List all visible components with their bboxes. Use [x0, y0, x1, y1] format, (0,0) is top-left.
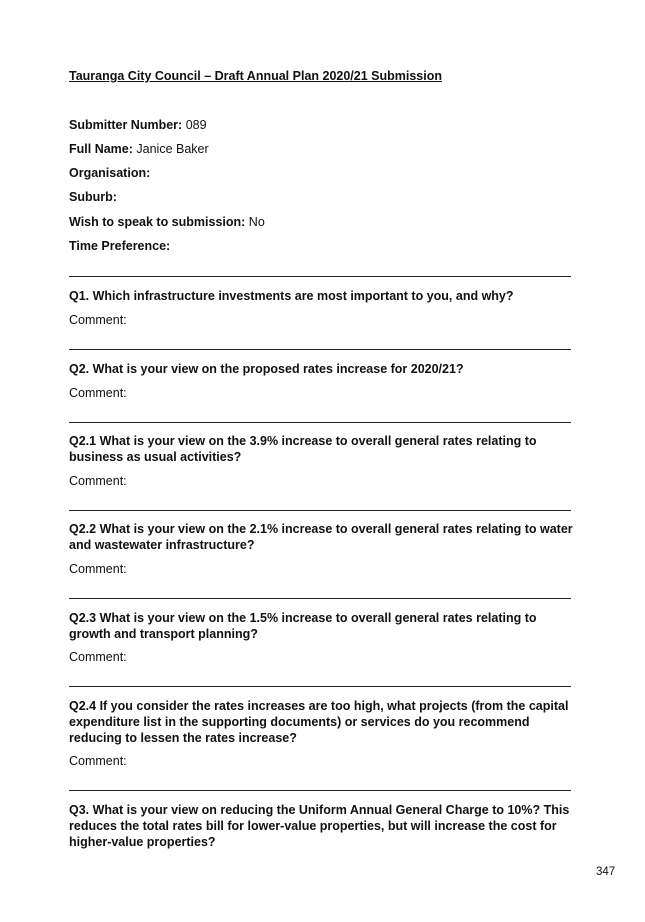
page-number: 347: [596, 866, 616, 878]
organisation-field: [69, 166, 150, 180]
comment-label: Comment:: [69, 562, 127, 576]
field-value: No: [248, 215, 265, 229]
field-value: 089: [185, 118, 207, 132]
time-preference-field: [69, 239, 170, 253]
field-label: Submitter Number:: [69, 118, 183, 132]
field-label: Suburb:: [69, 190, 117, 204]
suburb-field: [69, 190, 117, 204]
field-label: Full Name:: [69, 142, 133, 156]
divider: [69, 790, 571, 791]
field-value: Janice Baker: [136, 142, 209, 156]
comment-label: Comment:: [69, 754, 127, 768]
comment-label: Comment:: [69, 650, 127, 664]
wish-to-speak-field: [69, 215, 265, 229]
question-q2-1: Q2.1 What is your view on the 3.9% increase to overall general rates relating to business as usual activities?: [69, 434, 537, 464]
submitter-number-field: [69, 118, 207, 132]
question-q1: Q1. Which infrastructure investments are most important to you, and why?: [69, 289, 514, 303]
comment-label: Comment:: [69, 474, 127, 488]
field-label: Organisation:: [69, 166, 151, 180]
full-name-field: [69, 142, 209, 156]
question-q3: Q3. What is your view on reducing the Uniform Annual General Charge to 10%? This reduces the total rates bill for lower-value properties, but will increase the cost for higher-value properties?: [69, 803, 570, 849]
field-label: Wish to speak to submission:: [69, 215, 246, 229]
divider: [69, 510, 571, 511]
question-q2-4: Q2.4 If you consider the rates increases are too high, what projects (from the capital expenditure list in the supporting documents) or services do you recommend reducing to lessen the rates increase?: [69, 699, 569, 745]
divider: [69, 276, 571, 277]
question-q2-3: Q2.3 What is your view on the 1.5% increase to overall general rates relating to growth and transport planning?: [69, 611, 537, 641]
document-title: Tauranga City Council – Draft Annual Plan 2020/21 Submission: [69, 69, 443, 83]
field-label: Time Preference:: [69, 239, 171, 253]
comment-label: Comment:: [69, 386, 127, 400]
divider: [69, 422, 571, 423]
divider: [69, 686, 571, 687]
comment-label: Comment:: [69, 313, 127, 327]
question-q2-2: Q2.2 What is your view on the 2.1% increase to overall general rates relating to water and wastewater infrastructure?: [69, 522, 573, 552]
divider: [69, 598, 571, 599]
divider: [69, 349, 571, 350]
question-q2: Q2. What is your view on the proposed rates increase for 2020/21?: [69, 362, 464, 376]
